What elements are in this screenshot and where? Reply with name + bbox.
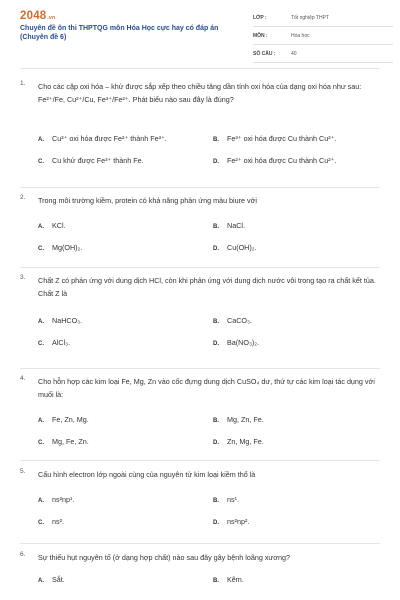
option-b[interactable]: B. Mg, Zn, Fe. — [213, 415, 264, 424]
question-3 — [20, 274, 380, 364]
meta-label: SỐ CÂU : — [253, 51, 276, 57]
meta-grade — [253, 12, 393, 27]
site-logo[interactable]: 2048.vn — [20, 10, 56, 22]
option-b[interactable]: B. ns¹. — [213, 495, 239, 504]
question-text: Cho các cặp oxi hóa – khử được sắp xếp theo chiều tăng dần tính oxi hóa của dạng oxi hóa như sau: Fe²⁺/Fe, Cu²⁺/Cu, Fe³⁺/Fe²⁺. Phát biểu nào sau đây là đúng? — [38, 82, 362, 104]
question-6 — [20, 551, 380, 600]
option-a[interactable]: A. Sắt. — [38, 575, 65, 584]
option-b[interactable]: B. CaCO₃. — [213, 316, 252, 325]
options — [38, 495, 380, 535]
question-text: Sự thiếu hụt nguyên tố (ở dạng hợp chất) nào sau đây gây bệnh loãng xương? — [38, 553, 290, 562]
option-d[interactable]: D. ns²np². — [213, 517, 250, 526]
divider — [20, 368, 380, 369]
meta-value: 40 — [291, 51, 297, 57]
option-d[interactable]: D. Zn, Mg, Fe. — [213, 437, 264, 446]
divider — [20, 187, 380, 188]
question-number: 5. — [20, 468, 26, 475]
option-a[interactable]: A. Fe, Zn, Mg. — [38, 415, 89, 424]
options — [38, 316, 380, 356]
question-1 — [20, 80, 380, 180]
option-b[interactable]: B. Kẽm. — [213, 575, 244, 584]
question-4 — [20, 375, 380, 465]
options — [38, 221, 380, 261]
option-a[interactable]: A. Cu²⁺ oxi hóa được Fe²⁺ thành Fe³⁺. — [38, 134, 167, 143]
question-5 — [20, 468, 380, 543]
option-d[interactable]: D. Fe²⁺ oxi hóa được Cu thành Cu²⁺. — [213, 156, 337, 165]
option-a[interactable]: A. ns²np¹. — [38, 495, 75, 504]
option-a[interactable]: A. NaHCO₃. — [38, 316, 83, 325]
question-text: Chất Z có phản ứng với dung dịch HCl, còn khi phản ứng với dung dịch nước vôi trong tạo ra chất kết tủa. Chất Z là — [38, 276, 376, 298]
option-c[interactable]: C. Mg, Fe, Zn. — [38, 437, 89, 446]
option-d[interactable]: D. Ba(NO₃)₂. — [213, 338, 260, 347]
question-text: Cấu hình electron lớp ngoài cùng của nguyên tử kim loại kiềm thổ là — [38, 470, 256, 479]
options — [38, 575, 380, 595]
question-number: 3. — [20, 274, 26, 281]
options — [38, 134, 380, 174]
meta-subject — [253, 30, 393, 45]
option-c[interactable]: C. Cu khử được Fe³⁺ thành Fe. — [38, 156, 144, 165]
option-b[interactable]: B. Fe³⁺ oxi hóa được Cu thành Cu²⁺. — [213, 134, 337, 143]
question-text: Cho hỗn hợp các kim loại Fe, Mg, Zn vào cốc đựng dung dịch CuSO₄ dư, thứ tự các kim loại tác dụng với muối là: — [38, 377, 375, 399]
question-text: Trong môi trường kiềm, protein có khả năng phản ứng màu biure với — [38, 196, 257, 205]
question-2 — [20, 194, 380, 264]
divider — [20, 460, 380, 461]
option-c[interactable]: C. AlCl₃. — [38, 338, 71, 347]
document-title: Chuyên đề ôn thi THPTQG môn Hóa Học cực hay có đáp án (Chuyên đề 6) — [20, 25, 219, 41]
divider — [20, 68, 380, 69]
divider — [20, 267, 380, 268]
option-a[interactable]: A. KCl. — [38, 221, 66, 230]
meta-value: Tốt nghiệp THPT — [291, 15, 329, 21]
question-number: 2. — [20, 194, 26, 201]
option-c[interactable]: C. Mg(OH)₂. — [38, 243, 83, 252]
question-number: 1. — [20, 80, 26, 87]
question-number: 4. — [20, 375, 26, 382]
divider — [20, 543, 380, 544]
document-meta — [253, 12, 393, 66]
question-number: 6. — [20, 551, 26, 558]
meta-label: MÔN : — [253, 33, 268, 39]
option-d[interactable]: D. Cu(OH)₂. — [213, 243, 257, 252]
option-b[interactable]: B. NaCl. — [213, 221, 245, 230]
meta-count — [253, 48, 393, 63]
document-header — [8, 10, 392, 62]
option-c[interactable]: C. ns². — [38, 517, 64, 526]
meta-value: Hóa học — [291, 33, 310, 39]
options — [38, 415, 380, 455]
meta-label: LỚP : — [253, 15, 267, 21]
